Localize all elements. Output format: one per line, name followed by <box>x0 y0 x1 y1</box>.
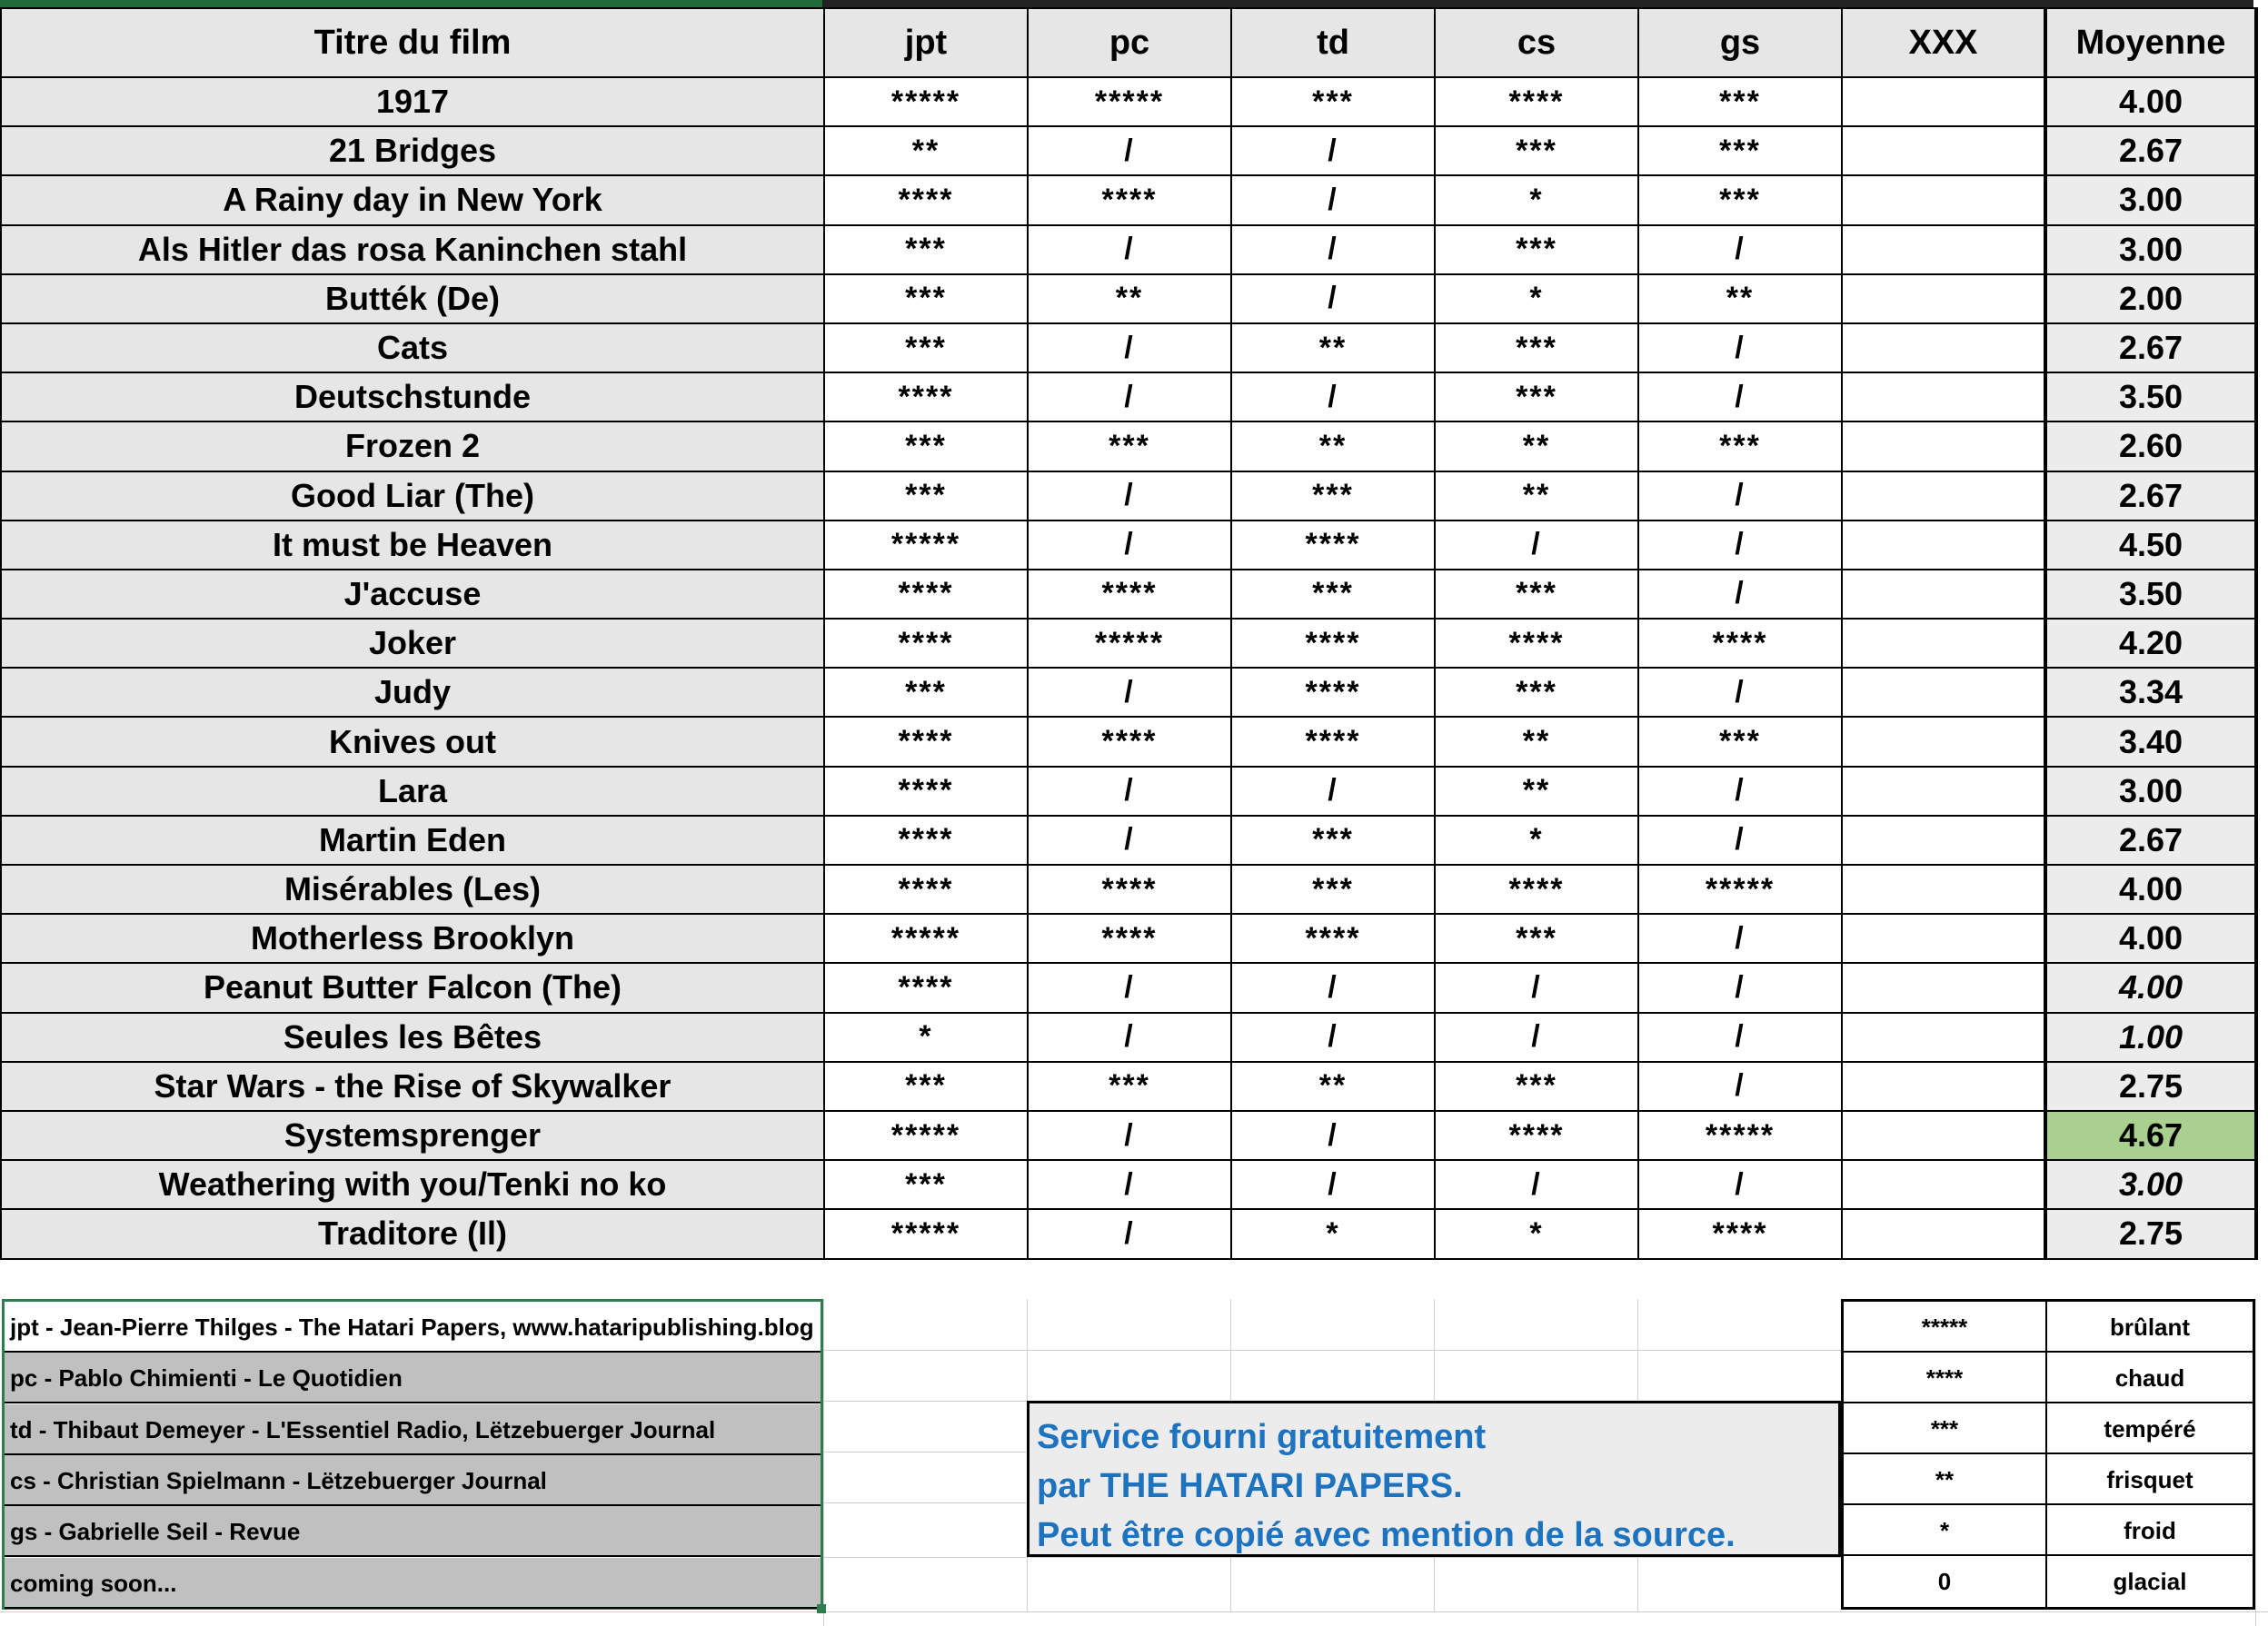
rating-cell-pc[interactable]: *** <box>1028 421 1231 471</box>
rating-cell-gs[interactable]: / <box>1638 521 1842 570</box>
film-title-cell[interactable]: It must be Heaven <box>1 521 824 570</box>
rating-cell-gs[interactable]: **** <box>1638 1209 1842 1258</box>
rating-cell-xxx[interactable] <box>1842 816 2045 865</box>
film-row <box>1 1160 2256 1209</box>
rating-cell-pc[interactable]: / <box>1028 323 1231 372</box>
film-title-cell[interactable]: A Rainy day in New York <box>1 175 824 224</box>
film-row <box>1 1062 2256 1111</box>
rating-cell-pc[interactable]: / <box>1028 225 1231 274</box>
rating-cell-gs[interactable]: / <box>1638 570 1842 619</box>
film-row <box>1 619 2256 668</box>
rating-cell-pc[interactable]: ***** <box>1028 77 1231 126</box>
average-cell[interactable]: 2.67 <box>2045 471 2256 521</box>
rating-cell-gs[interactable]: / <box>1638 372 1842 421</box>
film-row <box>1 570 2256 619</box>
rating-cell-jpt[interactable]: **** <box>824 963 1028 1012</box>
rating-cell-gs[interactable]: *** <box>1638 126 1842 175</box>
rating-cell-jpt[interactable]: *** <box>824 471 1028 521</box>
rating-cell-jpt[interactable]: **** <box>824 372 1028 421</box>
rating-cell-xxx[interactable] <box>1842 126 2045 175</box>
film-row <box>1 1013 2256 1062</box>
rating-cell-gs[interactable]: *** <box>1638 77 1842 126</box>
rating-cell-jpt[interactable]: *** <box>824 274 1028 323</box>
rating-scale <box>1841 1299 2255 1610</box>
rating-cell-cs[interactable]: / <box>1435 1013 1638 1062</box>
scale-row <box>1844 1556 2253 1607</box>
film-row <box>1 175 2256 224</box>
rating-cell-jpt[interactable]: ***** <box>824 521 1028 570</box>
rating-cell-cs[interactable]: *** <box>1435 126 1638 175</box>
rating-cell-td[interactable]: / <box>1231 1111 1435 1160</box>
rating-cell-pc[interactable]: / <box>1028 668 1231 717</box>
rating-cell-xxx[interactable] <box>1842 323 2045 372</box>
average-cell[interactable]: 3.50 <box>2045 372 2256 421</box>
rating-cell-pc[interactable]: / <box>1028 372 1231 421</box>
rating-cell-td[interactable]: *** <box>1231 471 1435 521</box>
gridline <box>823 1401 1027 1402</box>
scale-label[interactable]: tempéré <box>2104 1415 2196 1443</box>
rating-cell-td[interactable]: / <box>1231 126 1435 175</box>
rating-cell-pc[interactable]: / <box>1028 126 1231 175</box>
average-cell[interactable]: 4.00 <box>2045 914 2256 963</box>
rating-cell-td[interactable]: **** <box>1231 668 1435 717</box>
rating-cell-jpt[interactable]: ***** <box>824 914 1028 963</box>
rating-cell-cs[interactable]: ** <box>1435 421 1638 471</box>
rating-cell-pc[interactable]: **** <box>1028 717 1231 766</box>
film-title-cell[interactable]: Deutschstunde <box>1 372 824 421</box>
rating-cell-cs[interactable]: *** <box>1435 914 1638 963</box>
scale-row <box>1844 1505 2253 1556</box>
rating-cell-cs[interactable]: / <box>1435 1160 1638 1209</box>
scale-stars[interactable]: *** <box>1844 1403 2047 1454</box>
rating-cell-xxx[interactable] <box>1842 77 2045 126</box>
average-cell[interactable]: 2.00 <box>2045 274 2256 323</box>
gridline <box>1637 1557 1638 1611</box>
average-cell[interactable]: 3.40 <box>2045 717 2256 766</box>
service-line-3: Peut être copié avec mention de la source. <box>1037 1516 1736 1554</box>
scale-stars[interactable]: * <box>1844 1505 2047 1556</box>
film-title-cell[interactable]: J'accuse <box>1 570 824 619</box>
average-cell[interactable]: 2.67 <box>2045 126 2256 175</box>
service-line-1: Service fourni gratuitement <box>1037 1418 1487 1456</box>
ratings-table <box>0 7 2258 1260</box>
rating-cell-cs[interactable]: ** <box>1435 717 1638 766</box>
rating-cell-pc[interactable]: / <box>1028 767 1231 816</box>
average-cell[interactable]: 4.00 <box>2045 865 2256 914</box>
rating-cell-jpt[interactable]: ***** <box>824 1111 1028 1160</box>
rating-cell-jpt[interactable]: **** <box>824 717 1028 766</box>
gridline <box>823 1299 824 1626</box>
film-title-cell[interactable]: Frozen 2 <box>1 421 824 471</box>
rating-cell-gs[interactable]: *** <box>1638 175 1842 224</box>
film-row <box>1 1209 2256 1258</box>
rating-cell-gs[interactable]: *** <box>1638 421 1842 471</box>
rating-cell-gs[interactable]: / <box>1638 323 1842 372</box>
gridline <box>1230 1557 1231 1611</box>
film-title-cell[interactable]: 21 Bridges <box>1 126 824 175</box>
rating-cell-gs[interactable]: ** <box>1638 274 1842 323</box>
rating-cell-cs[interactable]: *** <box>1435 1062 1638 1111</box>
scale-row <box>1844 1454 2253 1505</box>
rating-cell-td[interactable]: / <box>1231 175 1435 224</box>
scale-label[interactable]: brûlant <box>2109 1314 2191 1341</box>
film-row <box>1 372 2256 421</box>
rating-cell-cs[interactable]: *** <box>1435 570 1638 619</box>
rating-cell-td[interactable]: *** <box>1231 816 1435 865</box>
rating-cell-cs[interactable]: **** <box>1435 865 1638 914</box>
rating-cell-td[interactable]: *** <box>1231 77 1435 126</box>
rating-cell-cs[interactable]: *** <box>1435 323 1638 372</box>
film-row <box>1 421 2256 471</box>
header-critic-cs[interactable]: cs <box>1435 8 1638 77</box>
rating-cell-jpt[interactable]: *** <box>824 421 1028 471</box>
film-row <box>1 668 2256 717</box>
rating-cell-jpt[interactable]: ***** <box>824 1209 1028 1258</box>
rating-cell-cs[interactable]: **** <box>1435 1111 1638 1160</box>
rating-cell-xxx[interactable] <box>1842 274 2045 323</box>
rating-cell-pc[interactable]: ***** <box>1028 619 1231 668</box>
header-critic-xxx[interactable]: XXX <box>1842 8 2045 77</box>
header-critic-jpt[interactable]: jpt <box>824 8 1028 77</box>
average-cell[interactable]: 3.00 <box>2045 1160 2256 1209</box>
rating-cell-pc[interactable]: / <box>1028 1111 1231 1160</box>
film-row <box>1 225 2256 274</box>
gridline <box>0 1611 2268 1612</box>
rating-cell-xxx[interactable] <box>1842 471 2045 521</box>
rating-cell-cs[interactable]: ** <box>1435 767 1638 816</box>
film-title-cell[interactable]: Martin Eden <box>1 816 824 865</box>
film-row <box>1 816 2256 865</box>
rating-cell-cs[interactable]: * <box>1435 274 1638 323</box>
rating-cell-jpt[interactable]: ** <box>824 126 1028 175</box>
rating-cell-xxx[interactable] <box>1842 1209 2045 1258</box>
average-cell[interactable]: 2.67 <box>2045 816 2256 865</box>
rating-cell-jpt[interactable]: **** <box>824 619 1028 668</box>
gridline <box>823 1350 1841 1351</box>
rating-cell-pc[interactable]: **** <box>1028 570 1231 619</box>
rating-cell-xxx[interactable] <box>1842 914 2045 963</box>
rating-cell-td[interactable]: / <box>1231 1160 1435 1209</box>
rating-cell-pc[interactable]: / <box>1028 963 1231 1012</box>
rating-cell-pc[interactable]: *** <box>1028 1062 1231 1111</box>
rating-cell-pc[interactable]: **** <box>1028 914 1231 963</box>
average-cell[interactable]: 3.50 <box>2045 570 2256 619</box>
gridline <box>2255 1299 2256 1626</box>
rating-cell-cs[interactable]: * <box>1435 175 1638 224</box>
rating-cell-gs[interactable]: / <box>1638 668 1842 717</box>
rating-cell-cs[interactable]: * <box>1435 816 1638 865</box>
film-title-cell[interactable]: Weathering with you/Tenki no ko <box>1 1160 824 1209</box>
critic-legend-item[interactable]: td - Thibaut Demeyer - L'Essentiel Radio, Lëtzebuerger Journal <box>5 1404 821 1455</box>
average-cell[interactable]: 4.00 <box>2045 77 2256 126</box>
rating-cell-xxx[interactable] <box>1842 865 2045 914</box>
film-title-cell[interactable]: Joker <box>1 619 824 668</box>
rating-cell-gs[interactable]: / <box>1638 816 1842 865</box>
gridline <box>823 1502 1027 1503</box>
average-cell[interactable]: 3.00 <box>2045 175 2256 224</box>
rating-cell-td[interactable]: *** <box>1231 865 1435 914</box>
film-title-cell[interactable]: Als Hitler das rosa Kaninchen stahl <box>1 225 824 274</box>
rating-cell-xxx[interactable] <box>1842 1111 2045 1160</box>
rating-cell-xxx[interactable] <box>1842 1013 2045 1062</box>
film-title-cell[interactable]: Judy <box>1 668 824 717</box>
rating-cell-td[interactable]: / <box>1231 767 1435 816</box>
film-title-cell[interactable]: Star Wars - the Rise of Skywalker <box>1 1062 824 1111</box>
rating-cell-xxx[interactable] <box>1842 619 2045 668</box>
rating-cell-pc[interactable]: **** <box>1028 865 1231 914</box>
film-row <box>1 717 2256 766</box>
rating-cell-gs[interactable]: / <box>1638 1062 1842 1111</box>
rating-cell-gs[interactable]: / <box>1638 914 1842 963</box>
rating-cell-gs[interactable]: / <box>1638 1013 1842 1062</box>
rating-cell-jpt[interactable]: **** <box>824 570 1028 619</box>
average-cell[interactable]: 4.20 <box>2045 619 2256 668</box>
rating-cell-pc[interactable]: / <box>1028 1209 1231 1258</box>
average-cell[interactable]: 3.00 <box>2045 225 2256 274</box>
rating-cell-pc[interactable]: **** <box>1028 175 1231 224</box>
film-title-cell[interactable]: Butték (De) <box>1 274 824 323</box>
rating-cell-td[interactable]: / <box>1231 225 1435 274</box>
average-cell[interactable]: 2.75 <box>2045 1209 2256 1258</box>
film-row <box>1 865 2256 914</box>
header-critic-gs[interactable]: gs <box>1638 8 1842 77</box>
rating-cell-jpt[interactable]: *** <box>824 1160 1028 1209</box>
film-title-cell[interactable]: Misérables (Les) <box>1 865 824 914</box>
film-title-cell[interactable]: Good Liar (The) <box>1 471 824 521</box>
rating-cell-jpt[interactable]: *** <box>824 323 1028 372</box>
film-row <box>1 914 2256 963</box>
scale-label[interactable]: frisquet <box>2106 1466 2193 1493</box>
film-row <box>1 521 2256 570</box>
film-title-cell[interactable]: Seules les Bêtes <box>1 1013 824 1062</box>
average-cell[interactable]: 4.00 <box>2045 963 2256 1012</box>
rating-cell-pc[interactable]: / <box>1028 471 1231 521</box>
rating-cell-td[interactable]: * <box>1231 1209 1435 1258</box>
scale-stars[interactable]: ** <box>1844 1454 2047 1505</box>
average-cell[interactable]: 3.34 <box>2045 668 2256 717</box>
critic-legend-item[interactable]: coming soon... <box>5 1558 821 1609</box>
film-row <box>1 274 2256 323</box>
rating-cell-xxx[interactable] <box>1842 1062 2045 1111</box>
rating-cell-xxx[interactable] <box>1842 421 2045 471</box>
rating-cell-xxx[interactable] <box>1842 717 2045 766</box>
film-row <box>1 767 2256 816</box>
rating-cell-pc[interactable]: / <box>1028 1160 1231 1209</box>
film-title-cell[interactable]: Knives out <box>1 717 824 766</box>
scale-label[interactable]: glacial <box>2113 1568 2187 1595</box>
rating-cell-jpt[interactable]: *** <box>824 225 1028 274</box>
film-title-cell[interactable]: Peanut Butter Falcon (The) <box>1 963 824 1012</box>
gridline <box>1434 1557 1435 1611</box>
critic-legend-item[interactable]: cs - Christian Spielmann - Lëtzebuerger Journal <box>5 1455 821 1506</box>
critic-legend-item[interactable]: pc - Pablo Chimienti - Le Quotidien <box>5 1353 821 1403</box>
rating-cell-gs[interactable]: ***** <box>1638 865 1842 914</box>
rating-cell-td[interactable]: **** <box>1231 717 1435 766</box>
film-row <box>1 471 2256 521</box>
film-row <box>1 77 2256 126</box>
rating-cell-jpt[interactable]: *** <box>824 1062 1028 1111</box>
rating-cell-gs[interactable]: *** <box>1638 717 1842 766</box>
rating-cell-jpt[interactable]: **** <box>824 175 1028 224</box>
rating-cell-cs[interactable]: *** <box>1435 372 1638 421</box>
rating-cell-xxx[interactable] <box>1842 570 2045 619</box>
rating-cell-xxx[interactable] <box>1842 1160 2045 1209</box>
critics-legend[interactable] <box>2 1299 823 1610</box>
rating-cell-gs[interactable]: ***** <box>1638 1111 1842 1160</box>
rating-cell-xxx[interactable] <box>1842 372 2045 421</box>
rating-cell-td[interactable]: / <box>1231 1013 1435 1062</box>
critic-legend-item[interactable]: jpt - Jean-Pierre Thilges - The Hatari Papers, www.hataripublishing.blog <box>5 1302 821 1353</box>
rating-cell-td[interactable]: ** <box>1231 1062 1435 1111</box>
header-row <box>1 8 2256 77</box>
selection-top-border <box>0 0 822 7</box>
film-row <box>1 1111 2256 1160</box>
film-title-cell[interactable]: 1917 <box>1 77 824 126</box>
rating-cell-cs[interactable]: *** <box>1435 225 1638 274</box>
rating-cell-pc[interactable]: / <box>1028 1013 1231 1062</box>
rating-cell-gs[interactable]: / <box>1638 963 1842 1012</box>
rating-cell-xxx[interactable] <box>1842 521 2045 570</box>
rating-cell-pc[interactable]: ** <box>1028 274 1231 323</box>
header-critic-pc[interactable]: pc <box>1028 8 1231 77</box>
rating-cell-pc[interactable]: / <box>1028 521 1231 570</box>
rating-cell-jpt[interactable]: **** <box>824 767 1028 816</box>
average-cell[interactable]: 4.50 <box>2045 521 2256 570</box>
rating-cell-td[interactable]: ** <box>1231 421 1435 471</box>
rating-cell-td[interactable]: / <box>1231 372 1435 421</box>
rating-cell-cs[interactable]: **** <box>1435 619 1638 668</box>
scale-stars[interactable]: 0 <box>1844 1556 2047 1607</box>
rating-cell-cs[interactable]: *** <box>1435 668 1638 717</box>
rating-cell-jpt[interactable]: * <box>824 1013 1028 1062</box>
rating-cell-xxx[interactable] <box>1842 963 2045 1012</box>
average-cell[interactable]: 2.60 <box>2045 421 2256 471</box>
rating-cell-cs[interactable]: * <box>1435 1209 1638 1258</box>
rating-cell-td[interactable]: **** <box>1231 914 1435 963</box>
selection-fill-handle[interactable] <box>817 1604 826 1613</box>
rating-cell-jpt[interactable]: ***** <box>824 77 1028 126</box>
film-title-cell[interactable]: Cats <box>1 323 824 372</box>
scale-stars[interactable]: ***** <box>1844 1302 2047 1353</box>
rating-cell-td[interactable]: *** <box>1231 570 1435 619</box>
rating-cell-cs[interactable]: / <box>1435 963 1638 1012</box>
service-line-2: par THE HATARI PAPERS. <box>1037 1467 1463 1505</box>
rating-cell-xxx[interactable] <box>1842 767 2045 816</box>
scale-row <box>1844 1302 2253 1353</box>
scale-row <box>1844 1403 2253 1454</box>
rating-cell-jpt[interactable]: *** <box>824 668 1028 717</box>
film-title-cell[interactable]: Traditore (Il) <box>1 1209 824 1258</box>
film-row <box>1 963 2256 1012</box>
rating-cell-td[interactable]: **** <box>1231 619 1435 668</box>
rating-cell-td[interactable]: / <box>1231 274 1435 323</box>
scale-row <box>1844 1353 2253 1403</box>
rating-cell-xxx[interactable] <box>1842 225 2045 274</box>
header-average[interactable]: Moyenne <box>2045 8 2256 77</box>
average-cell[interactable]: 2.75 <box>2045 1062 2256 1111</box>
rating-cell-gs[interactable]: / <box>1638 1160 1842 1209</box>
rating-cell-gs[interactable]: / <box>1638 471 1842 521</box>
scale-label[interactable]: froid <box>2124 1517 2176 1544</box>
rating-cell-cs[interactable]: / <box>1435 521 1638 570</box>
film-row <box>1 126 2256 175</box>
rating-cell-xxx[interactable] <box>1842 668 2045 717</box>
average-cell[interactable]: 2.67 <box>2045 323 2256 372</box>
film-title-cell[interactable]: Systemsprenger <box>1 1111 824 1160</box>
average-cell[interactable]: 1.00 <box>2045 1013 2256 1062</box>
rating-cell-td[interactable]: / <box>1231 963 1435 1012</box>
service-notice <box>1027 1401 1841 1557</box>
header-film-title[interactable]: Titre du film <box>1 8 824 77</box>
rating-cell-gs[interactable]: **** <box>1638 619 1842 668</box>
average-cell[interactable]: 4.67 <box>2045 1111 2256 1160</box>
rating-cell-cs[interactable]: ** <box>1435 471 1638 521</box>
rating-cell-jpt[interactable]: **** <box>824 816 1028 865</box>
film-title-cell[interactable]: Lara <box>1 767 824 816</box>
rating-cell-xxx[interactable] <box>1842 175 2045 224</box>
film-title-cell[interactable]: Motherless Brooklyn <box>1 914 824 963</box>
header-critic-td[interactable]: td <box>1231 8 1435 77</box>
film-row <box>1 323 2256 372</box>
scale-label[interactable]: chaud <box>2114 1364 2185 1392</box>
gridline <box>1027 1557 1028 1611</box>
rating-cell-jpt[interactable]: **** <box>824 865 1028 914</box>
rating-cell-pc[interactable]: / <box>1028 816 1231 865</box>
critic-legend-item[interactable]: gs - Gabrielle Seil - Revue <box>5 1506 821 1557</box>
rating-cell-cs[interactable]: **** <box>1435 77 1638 126</box>
scale-stars[interactable]: **** <box>1844 1353 2047 1403</box>
rating-cell-gs[interactable]: / <box>1638 767 1842 816</box>
average-cell[interactable]: 3.00 <box>2045 767 2256 816</box>
rating-cell-td[interactable]: **** <box>1231 521 1435 570</box>
rating-cell-td[interactable]: ** <box>1231 323 1435 372</box>
rating-cell-gs[interactable]: / <box>1638 225 1842 274</box>
